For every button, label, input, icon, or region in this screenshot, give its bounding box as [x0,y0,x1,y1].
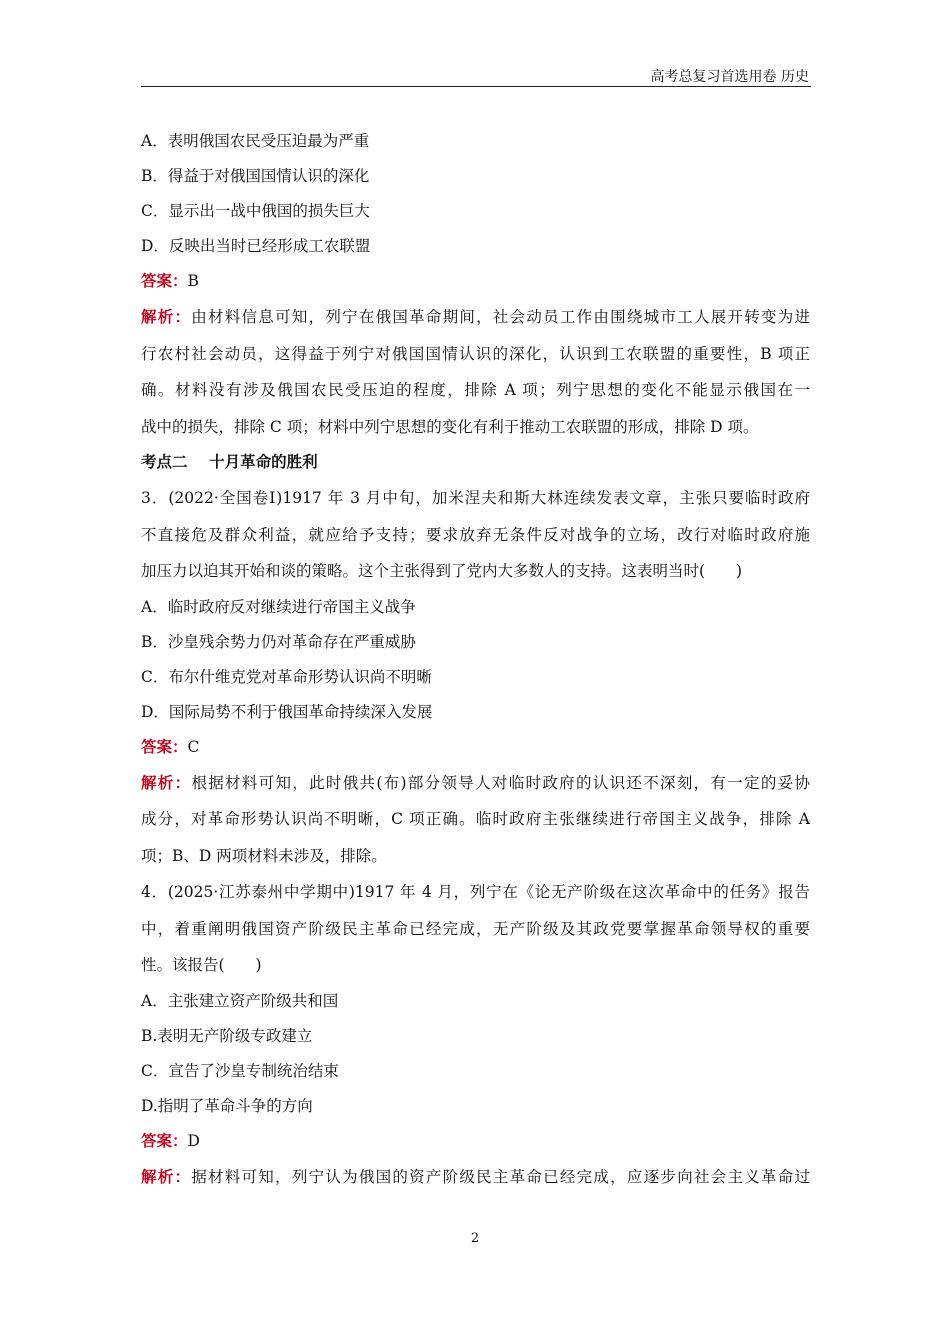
page-number: 2 [470,1231,480,1246]
option-d: D．反映出当时已经形成工农联盟 [141,237,371,255]
answer-label: 答案： [141,737,188,756]
option-a: A．表明俄国农民受压迫最为严重 [141,132,370,150]
analysis-label: 解析： [141,308,192,326]
answer-value: B [187,272,199,290]
option-c: C．布尔什维克党对革命形势认识尚不明晰 [141,667,432,686]
analysis-line [141,765,810,802]
answer-label: 答案： [141,272,188,290]
analysis-line: 成分，对革命形势认识尚不明晰，C 项正确。临时政府主张继续进行帝国主义战争，排除 A [141,810,810,828]
analysis-label: 解析： [141,773,192,792]
question-stem-line: 3．(2022·全国卷Ⅰ)1917 年 3 月中旬，加米涅夫和斯大林连续发表文章，主张只要临时政府 [141,489,810,507]
analysis-line [141,1159,810,1196]
option-d: D．国际局势不利于俄国革命持续深入发展 [141,702,433,721]
analysis-line: 战中的损失，排除 C 项；材料中列宁思想的变化有利于推动工农联盟的形成，排除 D 项。 [141,417,759,436]
analysis-label: 解析： [141,1167,192,1186]
answer-line [141,264,810,299]
question-stem-line: 中，着重阐明俄国资产阶级民主革命已经完成，无产阶级及其政党要掌握革命领导权的重要 [141,919,810,938]
option-a: A．主张建立资产阶级共和国 [141,991,339,1010]
section-title: 考点二 十月革命的胜利 [141,453,318,471]
analysis-text: 根据材料可知，此时俄共(布)部分领导人对临时政府的认识还不深刻，有一定的妥协 [191,773,810,792]
answer-label: 答案： [141,1131,188,1150]
question-stem-line: 4．(2025·江苏泰州中学期中)1917 年 4 月，列宁在《论无产阶级在这次革命中的任务》报告 [141,883,810,901]
analysis-line: 行农村社会动员，这得益于列宁对俄国国情认识的深化，认识到工农联盟的重要性，B 项正 [141,344,810,363]
question-stem-line: 不直接危及群众利益，就应给予支持；要求放弃无条件反对战争的立场，改行对临时政府施 [141,525,810,544]
option-b: B．得益于对俄国国情认识的深化 [141,167,370,185]
header-title: 高考总复习首选用卷 历史 [650,69,809,85]
analysis-line: 确。材料没有涉及俄国农民受压迫的程度，排除 A 项；列宁思想的变化不能显示俄国在一 [141,381,810,399]
answer-line [141,730,810,765]
analysis-text: 据材料可知，列宁认为俄国的资产阶级民主革命已经完成，应逐步向社会主义革命过 [191,1167,810,1186]
analysis-line: 项；B、D 两项材料未涉及，排除。 [141,846,387,865]
answer-value: C [187,737,200,756]
option-c: C．宣告了沙皇专制统治结束 [141,1061,339,1080]
answer-value: D [187,1131,200,1150]
option-a: A．临时政府反对继续进行帝国主义战争 [141,597,416,616]
analysis-line [141,299,810,336]
document-body [141,124,810,1195]
option-b: B.表明无产阶级专政建立 [141,1026,313,1045]
page-header [141,62,811,87]
analysis-text: 由材料信息可知，列宁在俄国革命期间，社会动员工作由围绕城市工人展开转变为进 [191,308,810,326]
question-stem-line: 性。该报告( ) [141,956,262,974]
option-b: B．沙皇残余势力仍对革命存在严重威胁 [141,632,416,651]
option-d: D.指明了革命斗争的方向 [141,1096,313,1115]
option-c: C．显示出一战中俄国的损失巨大 [141,202,370,220]
question-stem-line: 加压力以迫其开始和谈的策略。这个主张得到了党内大多数人的支持。这表明当时( ) [141,562,743,580]
answer-line [141,1124,810,1159]
